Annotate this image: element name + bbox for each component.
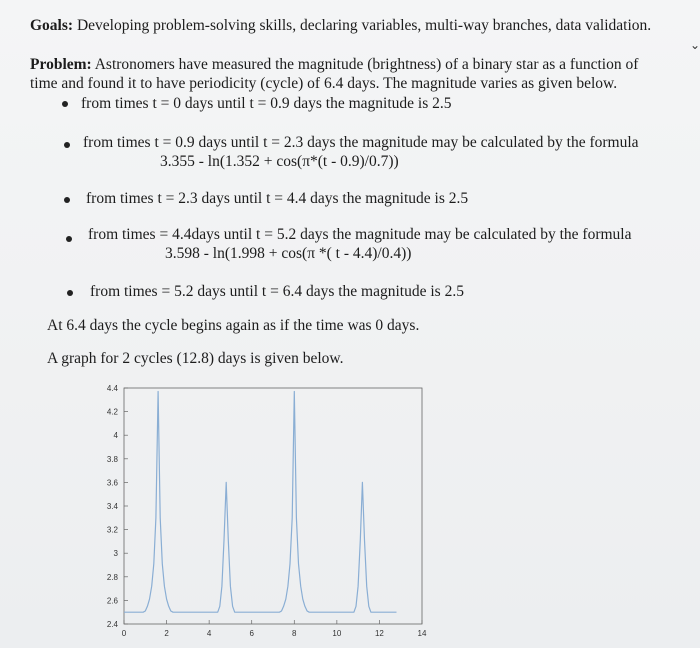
bullet-dot — [66, 236, 72, 242]
plot-frame — [124, 388, 422, 624]
y-tick-label: 3 — [113, 549, 118, 559]
goals-label: Goals: — [30, 17, 74, 34]
bullet-1-text: from times t = 0 days until t = 0.9 days the magnitude is 2.5 — [81, 95, 452, 112]
problem-text-1: Astronomers have measured the magnitude (brightness) of a binary star as a function of — [94, 56, 639, 73]
y-tick-label: 2.6 — [106, 596, 118, 606]
x-tick-label: 8 — [292, 629, 297, 638]
x-tick-label: 12 — [374, 629, 384, 638]
problem-line-2: time and found it to have periodicity (cycle) of 6.4 days. The magnitude varies as given below. — [30, 75, 618, 92]
problem-line-1 — [30, 56, 638, 74]
x-tick-label: 4 — [206, 629, 212, 638]
x-tick-label: 0 — [121, 629, 127, 638]
magnitude-chart — [70, 378, 430, 644]
bullet-3-text: from times t = 2.3 days until t = 4.4 days the magnitude is 2.5 — [86, 190, 469, 207]
bullet-dot — [64, 197, 70, 203]
corner-mark: ⌄ — [690, 38, 700, 52]
y-tick-label: 4 — [113, 431, 118, 441]
cycle-note: At 6.4 days the cycle begins again as if the time was 0 days. — [47, 317, 420, 334]
y-tick-label: 4.4 — [106, 384, 118, 393]
y-tick-label: 4.2 — [106, 407, 118, 417]
goals-line — [30, 17, 651, 35]
bullet-dot — [62, 101, 68, 107]
y-tick-label: 3.6 — [106, 478, 118, 488]
x-tick-label: 10 — [332, 629, 342, 638]
bullet-2-text: from times t = 0.9 days until t = 2.3 days the magnitude may be calculated by the formula — [83, 134, 639, 151]
y-tick-label: 3.2 — [106, 525, 118, 535]
y-tick-label: 2.4 — [106, 620, 118, 629]
bullet-dot — [67, 290, 73, 296]
bullet-dot — [64, 142, 70, 148]
x-tick-label: 2 — [164, 629, 169, 638]
bullet-2-formula: 3.355 - ln(1.352 + cos(π*(t - 0.9)/0.7)) — [160, 153, 399, 170]
x-tick-label: 14 — [417, 629, 427, 638]
problem-label: Problem: — [30, 56, 92, 73]
y-tick-label: 2.8 — [106, 572, 118, 582]
series-line — [124, 392, 397, 613]
bullet-4-text: from times = 4.4days until t = 5.2 days the magnitude may be calculated by the formula — [88, 226, 632, 243]
y-tick-label: 3.4 — [106, 502, 118, 511]
graph-note: A graph for 2 cycles (12.8) days is given below. — [47, 350, 344, 367]
goals-text: Developing problem-solving skills, declaring variables, multi-way branches, data validation. — [76, 17, 652, 34]
bullet-5-text: from times = 5.2 days until t = 6.4 days the magnitude is 2.5 — [90, 283, 464, 300]
y-tick-label: 3.8 — [106, 454, 118, 464]
x-tick-label: 6 — [249, 629, 254, 638]
bullet-4-formula: 3.598 - ln(1.998 + cos(π *( t - 4.4)/0.4)) — [165, 245, 412, 262]
